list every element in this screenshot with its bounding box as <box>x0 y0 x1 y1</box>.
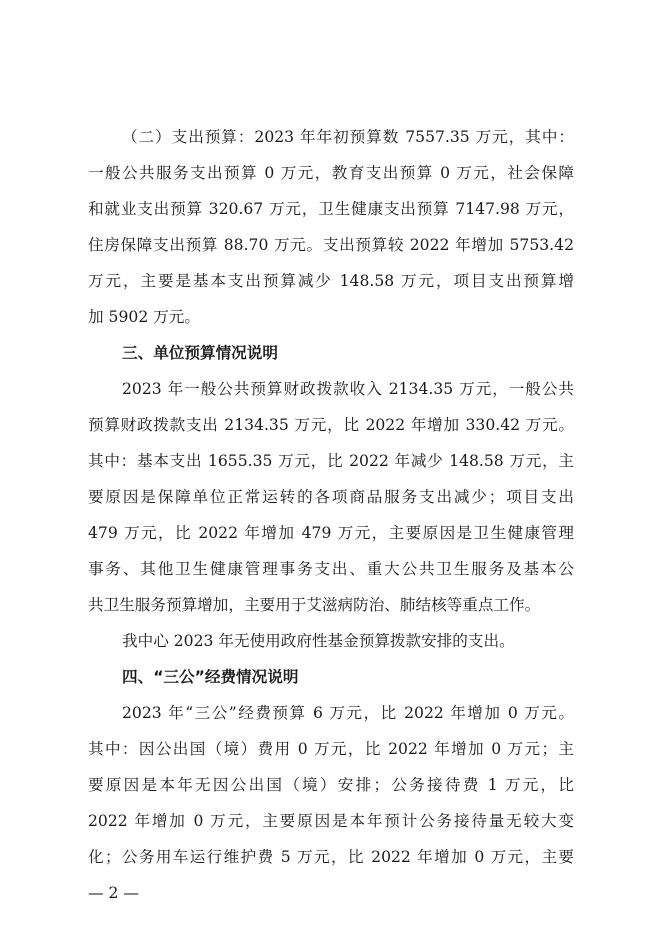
paragraph-unit-budget-line-5: 479 万元，比 2022 年增加 479 万元，主要原因是卫生健康管理 <box>88 524 574 542</box>
paragraph-expenditure-budget-line-6: 加 5902 万元。 <box>88 308 200 326</box>
paragraph-expenditure-budget-line-5: 万元，主要是基本支出预算减少 148.58 万元，项目支出预算增 <box>88 272 574 290</box>
paragraph-three-public-line-3: 要原因是本年无因公出国（境）安排；公务接待费 1 万元，比 <box>88 776 574 794</box>
section-heading-unit-budget: 三、单位预算情况说明 <box>122 344 278 362</box>
paragraph-three-public-line-5: 化；公务用车运行维护费 5 万元，比 2022 年增加 0 万元，主要 <box>88 848 574 866</box>
paragraph-expenditure-budget-line-4: 住房保障支出预算 88.70 万元。支出预算较 2022 年增加 5753.42 <box>88 236 574 254</box>
paragraph-expenditure-budget-line-1: （二）支出预算：2023 年年初预算数 7557.35 万元，其中： <box>122 128 574 146</box>
section-heading-three-public: 四、“三公”经费情况说明 <box>122 668 299 686</box>
paragraph-three-public-line-2: 其中：因公出国（境）费用 0 万元，比 2022 年增加 0 万元；主 <box>88 740 574 758</box>
paragraph-expenditure-budget-line-2: 一般公共服务支出预算 0 万元，教育支出预算 0 万元，社会保障 <box>88 164 574 182</box>
page-number: — 2 — <box>88 884 140 902</box>
paragraph-unit-budget-line-6: 事务、其他卫生健康管理事务支出、重大公共卫生服务及基本公 <box>88 560 574 578</box>
paragraph-unit-budget-line-7: 共卫生服务预算增加，主要用于艾滋病防治、肺结核等重点工作。 <box>88 596 541 614</box>
paragraph-expenditure-budget-line-3: 和就业支出预算 320.67 万元，卫生健康支出预算 7147.98 万元， <box>88 200 574 218</box>
paragraph-unit-budget-line-1: 2023 年一般公共预算财政拨款收入 2134.35 万元，一般公共 <box>122 380 574 398</box>
paragraph-unit-budget-line-4: 要原因是保障单位正常运转的各项商品服务支出减少；项目支出 <box>88 488 574 506</box>
paragraph-government-fund: 我中心 2023 年无使用政府性基金预算拨款安排的支出。 <box>122 632 515 650</box>
paragraph-unit-budget-line-3: 其中：基本支出 1655.35 万元，比 2022 年减少 148.58 万元，主 <box>88 452 574 470</box>
paragraph-unit-budget-line-2: 预算财政拨款支出 2134.35 万元，比 2022 年增加 330.42 万元。 <box>88 416 574 434</box>
paragraph-three-public-line-4: 2022 年增加 0 万元，主要原因是本年预计公务接待量无较大变 <box>88 812 574 830</box>
paragraph-three-public-line-1: 2023 年“三公”经费预算 6 万元，比 2022 年增加 0 万元。 <box>122 704 574 722</box>
